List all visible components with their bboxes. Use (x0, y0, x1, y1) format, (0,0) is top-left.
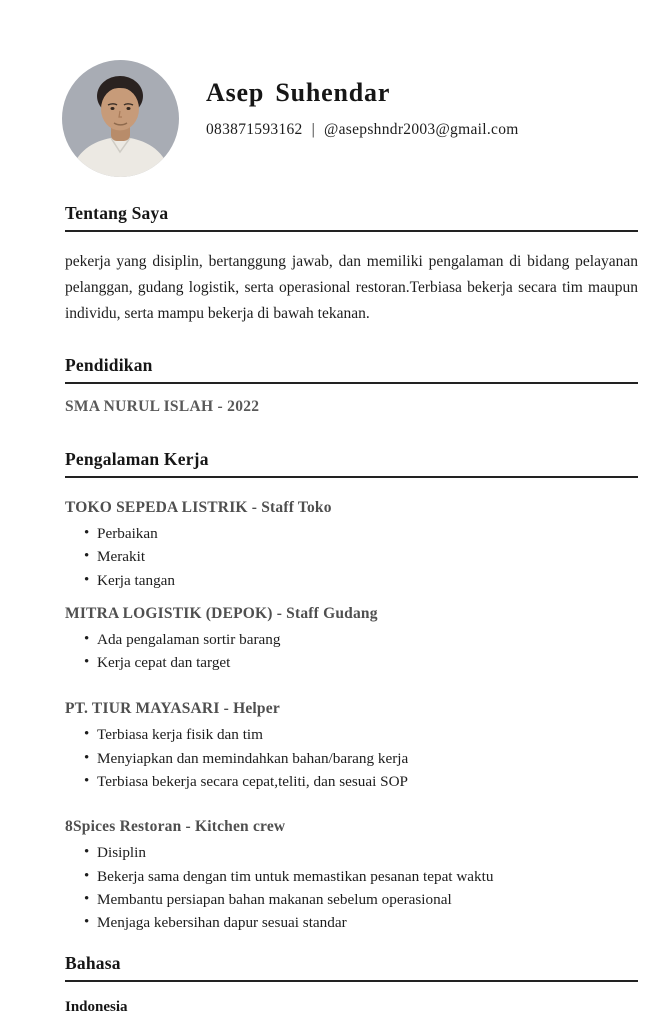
resume-header (0, 0, 668, 177)
email-address: @asepshndr2003@gmail.com (324, 121, 519, 138)
job-bullet: • Kerja tangan (65, 569, 638, 592)
section-title-experience: Pengalaman Kerja (65, 449, 638, 478)
section-title-language: Bahasa (65, 953, 638, 982)
job-bullet: • Terbiasa kerja fisik dan tim (65, 723, 638, 746)
header-text (206, 78, 519, 139)
job-bullet: • Disiplin (65, 841, 638, 864)
job-entry (65, 700, 638, 793)
job-bullet: • Merakit (65, 545, 638, 568)
job-bullet: • Bekerja sama dengan tim untuk memastikan pesanan tepat waktu (65, 865, 638, 888)
education-entry: SMA NURUL ISLAH - 2022 (65, 398, 260, 415)
job-entry (65, 499, 638, 592)
phone-number: 083871593162 (206, 121, 303, 138)
job-title: PT. TIUR MAYASARI - Helper (65, 700, 280, 718)
job-entry (65, 818, 638, 934)
job-bullet-list (65, 628, 638, 675)
profile-photo-illustration (62, 60, 179, 177)
job-bullet-list (65, 841, 638, 934)
contact-separator: | (311, 121, 316, 138)
job-title: 8Spices Restoran - Kitchen crew (65, 818, 286, 836)
job-bullet: • Menyiapkan dan memindahkan bahan/barang kerja (65, 747, 638, 770)
job-title: MITRA LOGISTIK (DEPOK) - Staff Gudang (65, 604, 378, 622)
job-bullet-list (65, 723, 638, 793)
job-title: TOKO SEPEDA LISTRIK - Staff Toko (65, 499, 332, 516)
job-bullet: • Ada pengalaman sortir barang (65, 628, 638, 651)
job-bullet: • Kerja cepat dan target (65, 651, 638, 674)
job-bullet-list (65, 522, 638, 592)
job-bullet: • Perbaikan (65, 522, 638, 545)
profile-photo (62, 60, 179, 177)
language-entry: Indonesia (65, 998, 128, 1015)
job-entry (65, 605, 638, 675)
job-bullet: • Terbiasa bekerja secara cepat,teliti, dan sesuai SOP (65, 770, 638, 793)
job-bullet: • Menjaga kebersihan dapur sesuai standar (65, 911, 638, 934)
about-paragraph: pekerja yang disiplin, bertanggung jawab, dan memiliki pengalaman di bidang pelayanan pelanggan, gudang logistik, serta operasional restoran.Terbiasa bekerja secara tim maupun individu, serta mampu bekerja di bawah tekanan. (65, 253, 638, 322)
job-bullet: • Membantu persiapan bahan makanan sebelum operasional (65, 888, 638, 911)
section-title-education: Pendidikan (65, 355, 638, 384)
person-name: Asep Suhendar (206, 78, 391, 107)
section-title-about: Tentang Saya (65, 203, 638, 232)
contact-line (206, 121, 519, 139)
resume-content (0, 203, 668, 1016)
